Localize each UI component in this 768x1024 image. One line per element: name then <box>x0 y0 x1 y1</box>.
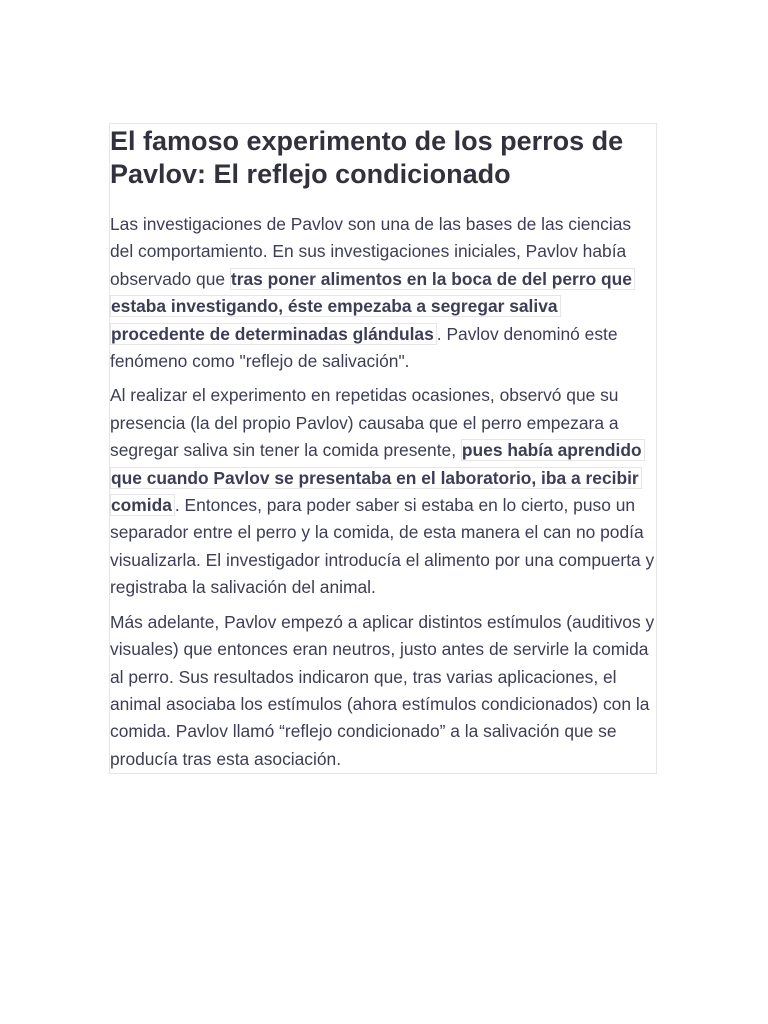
paragraph-1-text-end: . Pavlov denominó este fenómeno como "reflejo de salivación". <box>110 323 618 372</box>
paragraph-1-text-start: Las investigaciones de Pavlov son una de las bases de las ciencias del comportamiento. En sus investigaciones iniciales, Pavlov había observado que <box>110 214 632 289</box>
article-title: El famoso experimento de los perros de Pavlov: El reflejo condicionado <box>110 126 624 189</box>
paragraph-2-text-end: . Entonces, para poder saber si estaba en lo cierto, puso un separador entre el perro y la comida, de esta manera el can no podía visualizarla. El investigador introducía el alimento por una compuerta y registraba la salivación del animal. <box>110 495 655 598</box>
paragraph-2-text-start: Al realizar el experimento en repetidas ocasiones, observó que su presencia (la del propio Pavlov) causaba que el perro empezara a segregar saliva sin tener la comida presente, <box>110 385 619 461</box>
paragraph-3: Más adelante, Pavlov empezó a aplicar distintos estímulos (auditivos y visuales) que entonces eran neutros, justo antes de servirle la comida al perro. Sus resultados indicaron que, tras varias aplicaciones, el animal asociaba los estímulos (ahora estímulos condicionados) con la comida. Pavlov llamó “reflejo condicionado” a la salivación que se producía tras esta asociación. <box>110 611 655 769</box>
paragraph-2 <box>110 382 656 601</box>
paragraph-1-highlight: tras poner alimentos en la boca de del perro que estaba investigando, éste empezaba a segregar saliva procedente de determinadas glándulas <box>110 268 635 345</box>
paragraph-1 <box>110 211 656 375</box>
paragraph-2-highlight: pues había aprendido que cuando Pavlov se presentaba en el laboratorio, iba a recibir comida <box>110 439 645 516</box>
article-card <box>109 123 657 774</box>
